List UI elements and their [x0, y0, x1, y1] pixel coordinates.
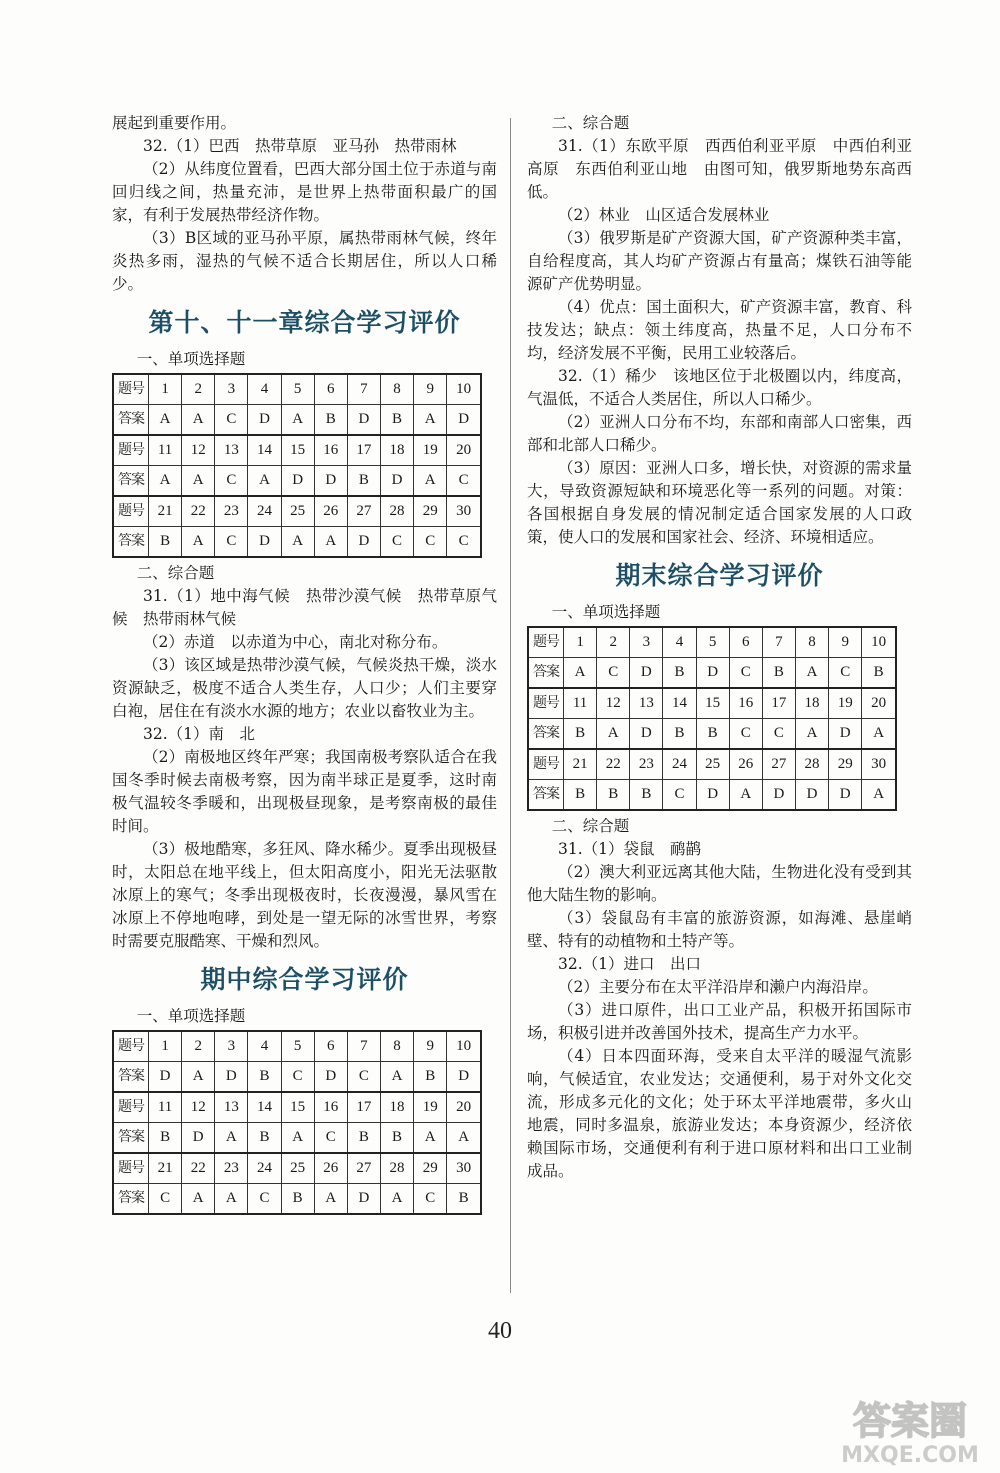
question-label: 题号	[113, 1092, 149, 1123]
question-number: 9	[829, 627, 862, 658]
question-number: 20	[447, 435, 481, 466]
question-number: 1	[149, 1031, 182, 1062]
answer-cell: C	[380, 527, 413, 558]
question-number: 10	[862, 627, 896, 658]
answer-cell: B	[347, 1123, 380, 1154]
left-column	[112, 112, 497, 1219]
answer-cell: A	[380, 1184, 413, 1215]
answer-cell: A	[795, 719, 828, 750]
answer-cell: D	[795, 780, 828, 811]
comp-line: （3）原因：亚洲人口多，增长快，对资源的需求量大，导致资源短缺和环境恶化等一系列的问题。对策：各国根据自身发展的情况制定适合国家发展的人口政策，使人口的发展和国家社会、经济、环境相适应。	[527, 459, 912, 546]
question-number: 25	[696, 749, 729, 780]
answer-table-final	[527, 626, 897, 811]
question-number: 25	[281, 1153, 314, 1184]
answer-cell: B	[630, 780, 663, 811]
answer-cell: C	[248, 1184, 281, 1215]
question-number: 18	[795, 688, 828, 719]
comp-line: （2）主要分布在太平洋沿岸和濑户内海沿岸。	[558, 978, 878, 996]
question-number: 23	[630, 749, 663, 780]
question-number: 22	[597, 749, 630, 780]
answer-cell: A	[795, 658, 828, 689]
answer-cell: D	[314, 1062, 347, 1093]
comp-line: 31.（1）东欧平原 西西伯利亚平原 中西伯利亚高原 东西伯利亚山地 由图可知，俄罗斯地势东高西低。	[527, 137, 912, 201]
answer-cell: B	[380, 405, 413, 436]
question-number: 3	[215, 1031, 248, 1062]
answer-cell: C	[215, 466, 248, 497]
question-row	[113, 435, 481, 466]
question-number: 28	[795, 749, 828, 780]
intro-line: （3）B区域的亚马孙平原，属热带雨林气候，终年炎热多雨，湿热的气候不适合长期居住，所以人口稀少。	[112, 229, 497, 293]
answer-cell: C	[347, 1062, 380, 1093]
answer-cell: B	[347, 466, 380, 497]
answer-cell: D	[696, 780, 729, 811]
comp-line: （3）俄罗斯是矿产资源大国，矿产资源种类丰富，自给程度高，其人均矿产资源占有量高；煤铁石油等能源矿产优势明显。	[527, 229, 912, 293]
answer-cell: A	[149, 405, 182, 436]
question-number: 9	[414, 1031, 447, 1062]
answer-label: 答案	[113, 527, 149, 558]
answer-cell: B	[663, 658, 696, 689]
answer-cell: A	[149, 466, 182, 497]
question-number: 5	[281, 1031, 314, 1062]
question-number: 21	[149, 496, 182, 527]
answer-row	[113, 527, 481, 558]
question-number: 11	[149, 1092, 182, 1123]
question-number: 13	[215, 435, 248, 466]
answer-cell: D	[248, 527, 281, 558]
answer-cell: A	[414, 466, 447, 497]
question-number: 15	[281, 435, 314, 466]
comp-line: 31.（1）地中海气候 热带沙漠气候 热带草原气候 热带雨林气候	[112, 587, 497, 628]
mc-heading: 一、单项选择题	[136, 350, 246, 368]
question-number: 4	[248, 1031, 281, 1062]
answer-cell: D	[182, 1123, 215, 1154]
question-label: 题号	[528, 627, 564, 658]
question-label: 题号	[113, 1153, 149, 1184]
question-label: 题号	[113, 374, 149, 405]
question-number: 21	[149, 1153, 182, 1184]
page-number: 40	[488, 1318, 512, 1344]
question-number: 30	[447, 1153, 481, 1184]
question-row	[528, 627, 896, 658]
question-row	[113, 1092, 481, 1123]
answer-cell: D	[829, 719, 862, 750]
answer-cell: A	[182, 466, 215, 497]
question-number: 11	[564, 688, 597, 719]
answer-cell: D	[149, 1062, 182, 1093]
answer-row	[528, 780, 896, 811]
question-number: 20	[447, 1092, 481, 1123]
answer-cell: A	[314, 1184, 347, 1215]
answer-cell: D	[248, 405, 281, 436]
answer-cell: D	[347, 405, 380, 436]
answer-cell: D	[380, 466, 413, 497]
question-number: 16	[729, 688, 762, 719]
question-number: 24	[663, 749, 696, 780]
question-number: 27	[347, 1153, 380, 1184]
question-label: 题号	[113, 1031, 149, 1062]
answer-cell: B	[696, 719, 729, 750]
question-number: 4	[663, 627, 696, 658]
comp-line: （4）日本四面环海，受来自太平洋的暖湿气流影响，气候适宜，农业发达；交通便利，易于对外文化交流，形成多元化的文化；处于环太平洋地震带，多火山地震，同时多温泉，旅游业发达；本身资源少，经济依赖国际市场，交通便利有利于进口原材料和出口工业制成品。	[527, 1047, 912, 1180]
question-number: 1	[564, 627, 597, 658]
answer-cell: C	[597, 658, 630, 689]
question-number: 6	[729, 627, 762, 658]
question-label: 题号	[528, 688, 564, 719]
answer-cell: B	[597, 780, 630, 811]
question-row	[113, 1153, 481, 1184]
answer-cell: B	[248, 1123, 281, 1154]
answer-row	[113, 466, 481, 497]
question-number: 17	[347, 1092, 380, 1123]
question-number: 12	[597, 688, 630, 719]
comp-heading: 二、综合题	[551, 817, 630, 835]
answer-label: 答案	[528, 780, 564, 811]
question-number: 28	[380, 496, 413, 527]
question-number: 13	[215, 1092, 248, 1123]
question-number: 6	[314, 1031, 347, 1062]
column-divider	[510, 118, 511, 1293]
comp-line: 32.（1）稀少 该地区位于北极圈以内，纬度高，气温低，不适合人类居住，所以人口稀少。	[527, 367, 912, 408]
question-number: 30	[862, 749, 896, 780]
question-row	[113, 374, 481, 405]
question-number: 2	[597, 627, 630, 658]
question-number: 6	[314, 374, 347, 405]
comp-line: 32.（1）进口 出口	[558, 955, 702, 973]
question-number: 20	[862, 688, 896, 719]
question-number: 26	[314, 496, 347, 527]
question-number: 3	[215, 374, 248, 405]
comp-line: （2）林业 山区适合发展林业	[558, 206, 770, 224]
answer-cell: A	[597, 719, 630, 750]
answer-cell: C	[314, 1123, 347, 1154]
question-row	[113, 496, 481, 527]
answer-row	[113, 1123, 481, 1154]
answer-cell: A	[564, 658, 597, 689]
answer-row	[528, 719, 896, 750]
question-number: 8	[380, 374, 413, 405]
answer-cell: C	[447, 527, 481, 558]
question-number: 29	[414, 1153, 447, 1184]
answer-cell: B	[380, 1123, 413, 1154]
answer-cell: C	[281, 1062, 314, 1093]
answer-cell: A	[281, 1123, 314, 1154]
answer-row	[113, 405, 481, 436]
question-number: 16	[314, 435, 347, 466]
answer-cell: A	[380, 1062, 413, 1093]
question-number: 5	[281, 374, 314, 405]
answer-cell: A	[215, 1123, 248, 1154]
svg-text:MXQE.COM: MXQE.COM	[841, 1443, 979, 1468]
answer-cell: A	[729, 780, 762, 811]
answer-cell: C	[829, 658, 862, 689]
answer-cell: B	[281, 1184, 314, 1215]
answer-cell: B	[149, 1123, 182, 1154]
question-number: 10	[447, 374, 481, 405]
question-number: 17	[762, 688, 795, 719]
comp-line: 32.（1）南 北	[143, 725, 256, 743]
question-number: 25	[281, 496, 314, 527]
comp-line: （2）澳大利亚远离其他大陆，生物进化没有受到其他大陆生物的影响。	[527, 863, 912, 904]
question-number: 2	[182, 1031, 215, 1062]
question-number: 23	[215, 1153, 248, 1184]
answer-label: 答案	[113, 1123, 149, 1154]
comp-line: （2）南极地区终年严寒；我国南极考察队适合在我国冬季时候去南极考察，因为南半球正是夏季，这时南极气温较冬季暖和，出现极昼现象，是考察南极的最佳时间。	[112, 748, 497, 835]
answer-cell: C	[215, 405, 248, 436]
question-number: 4	[248, 374, 281, 405]
question-number: 26	[729, 749, 762, 780]
question-number: 15	[281, 1092, 314, 1123]
question-number: 8	[380, 1031, 413, 1062]
answer-label: 答案	[113, 1062, 149, 1093]
question-label: 题号	[528, 749, 564, 780]
answer-cell: B	[248, 1062, 281, 1093]
mc-heading: 一、单项选择题	[551, 603, 661, 621]
answer-cell: A	[862, 719, 896, 750]
answer-cell: A	[182, 1062, 215, 1093]
answer-cell: B	[314, 405, 347, 436]
answer-cell: D	[829, 780, 862, 811]
answer-cell: B	[762, 658, 795, 689]
question-number: 8	[795, 627, 828, 658]
question-number: 12	[182, 1092, 215, 1123]
mc-heading: 一、单项选择题	[136, 1007, 246, 1025]
question-number: 14	[248, 1092, 281, 1123]
comp-line: （3）袋鼠岛有丰富的旅游资源，如海滩、悬崖峭壁、特有的动植物和土特产等。	[527, 909, 912, 950]
answer-cell: D	[215, 1062, 248, 1093]
answer-cell: B	[149, 527, 182, 558]
answer-cell: C	[215, 527, 248, 558]
section-title-midterm: 期中综合学习评价	[200, 965, 409, 994]
question-number: 14	[248, 435, 281, 466]
answer-label: 答案	[113, 466, 149, 497]
answer-cell: C	[414, 527, 447, 558]
answer-cell: C	[149, 1184, 182, 1215]
comp-heading: 二、综合题	[136, 564, 215, 582]
answer-cell: D	[762, 780, 795, 811]
intro-line: 展起到重要作用。	[112, 114, 237, 132]
answer-label: 答案	[528, 719, 564, 750]
answer-cell: A	[182, 405, 215, 436]
question-row	[528, 749, 896, 780]
answer-cell: A	[314, 527, 347, 558]
answer-cell: D	[281, 466, 314, 497]
answer-row	[113, 1062, 481, 1093]
question-row	[528, 688, 896, 719]
section-title-final: 期末综合学习评价	[615, 561, 824, 590]
answer-cell: B	[663, 719, 696, 750]
question-number: 5	[696, 627, 729, 658]
answer-cell: C	[729, 719, 762, 750]
answer-cell: B	[862, 658, 896, 689]
answer-cell: C	[447, 466, 481, 497]
answer-cell: D	[314, 466, 347, 497]
answer-cell: A	[182, 1184, 215, 1215]
question-number: 30	[447, 496, 481, 527]
answer-label: 答案	[113, 1184, 149, 1215]
question-number: 27	[762, 749, 795, 780]
answer-cell: A	[215, 1184, 248, 1215]
section-title-ch10-11: 第十、十一章综合学习评价	[148, 308, 461, 337]
answer-cell: A	[447, 1123, 481, 1154]
answer-label: 答案	[528, 658, 564, 689]
answer-cell: A	[862, 780, 896, 811]
question-label: 题号	[113, 435, 149, 466]
question-number: 10	[447, 1031, 481, 1062]
intro-line: （2）从纬度位置看，巴西大部分国土位于赤道与南回归线之间，热量充沛，是世界上热带面积最广的国家，有利于发展热带经济作物。	[112, 160, 497, 224]
question-number: 12	[182, 435, 215, 466]
answer-cell: A	[414, 1123, 447, 1154]
question-number: 3	[630, 627, 663, 658]
comp-line: （2）亚洲人口分布不均，东部和南部人口密集，西部和北部人口稀少。	[527, 413, 912, 454]
question-number: 24	[248, 496, 281, 527]
answer-cell: B	[564, 780, 597, 811]
answer-cell: C	[414, 1184, 447, 1215]
question-number: 19	[829, 688, 862, 719]
answer-row	[113, 1184, 481, 1215]
question-number: 7	[762, 627, 795, 658]
comp-line: （3）极地酷寒，多狂风、降水稀少。夏季出现极昼时，太阳总在地平线上，但太阳高度小，阳光无法驱散冰原上的寒气；冬季出现极夜时，长夜漫漫，暴风雪在冰原上不停地咆哮，到处是一望无际的冰雪世界，考察时需要克服酷寒、干燥和烈风。	[112, 840, 497, 950]
answer-cell: A	[248, 466, 281, 497]
comp-line: （3）该区域是热带沙漠气候，气候炎热干燥，淡水资源缺乏，极度不适合人类生存，人口少；人们主要穿白袍，居住在有淡水水源的地方；农业以畜牧业为主。	[112, 656, 497, 720]
question-number: 15	[696, 688, 729, 719]
answer-cell: D	[347, 527, 380, 558]
answer-cell: D	[447, 1062, 481, 1093]
question-number: 27	[347, 496, 380, 527]
question-number: 1	[149, 374, 182, 405]
answer-label: 答案	[113, 405, 149, 436]
question-number: 11	[149, 435, 182, 466]
answer-cell: B	[447, 1184, 481, 1215]
intro-line: 32.（1）巴西 热带草原 亚马孙 热带雨林	[143, 137, 457, 155]
question-number: 22	[182, 496, 215, 527]
answer-cell: C	[729, 658, 762, 689]
answer-cell: D	[630, 658, 663, 689]
question-number: 22	[182, 1153, 215, 1184]
comp-line: （4）优点：国土面积大，矿产资源丰富，教育、科技发达；缺点：领土纬度高，热量不足，人口分布不均，经济发展不平衡，民用工业较落后。	[527, 298, 912, 362]
question-number: 17	[347, 435, 380, 466]
question-number: 29	[414, 496, 447, 527]
comp-line: 31.（1）袋鼠 鸸鹋	[558, 840, 702, 858]
svg-text:答案圈: 答案圈	[852, 1399, 968, 1443]
answer-cell: A	[281, 527, 314, 558]
question-number: 19	[414, 1092, 447, 1123]
comp-heading: 二、综合题	[551, 114, 630, 132]
question-number: 13	[630, 688, 663, 719]
answer-cell: D	[630, 719, 663, 750]
question-row	[113, 1031, 481, 1062]
answer-cell: A	[414, 405, 447, 436]
question-number: 28	[380, 1153, 413, 1184]
question-label: 题号	[113, 496, 149, 527]
question-number: 18	[380, 435, 413, 466]
answer-cell: C	[762, 719, 795, 750]
question-number: 23	[215, 496, 248, 527]
answer-cell: A	[281, 405, 314, 436]
question-number: 7	[347, 1031, 380, 1062]
question-number: 18	[380, 1092, 413, 1123]
question-number: 7	[347, 374, 380, 405]
answer-cell: B	[564, 719, 597, 750]
question-number: 21	[564, 749, 597, 780]
question-number: 16	[314, 1092, 347, 1123]
answer-cell: A	[182, 527, 215, 558]
question-number: 29	[829, 749, 862, 780]
comp-line: （2）赤道 以赤道为中心，南北对称分布。	[143, 633, 448, 651]
answer-cell: C	[663, 780, 696, 811]
right-column	[527, 112, 912, 1183]
question-number: 2	[182, 374, 215, 405]
question-number: 24	[248, 1153, 281, 1184]
answer-cell: D	[447, 405, 481, 436]
answer-cell: B	[414, 1062, 447, 1093]
question-number: 19	[414, 435, 447, 466]
comp-line: （3）进口原件，出口工业产品，积极开拓国际市场，积极引进并改善国外技术，提高生产力水平。	[527, 1001, 912, 1042]
answer-table-midterm	[112, 1030, 482, 1215]
question-number: 26	[314, 1153, 347, 1184]
answer-cell: D	[696, 658, 729, 689]
question-number: 9	[414, 374, 447, 405]
answer-table-ch10-11	[112, 373, 482, 558]
watermark-logo	[830, 1390, 990, 1468]
answer-cell: D	[347, 1184, 380, 1215]
answer-row	[528, 658, 896, 689]
question-number: 14	[663, 688, 696, 719]
